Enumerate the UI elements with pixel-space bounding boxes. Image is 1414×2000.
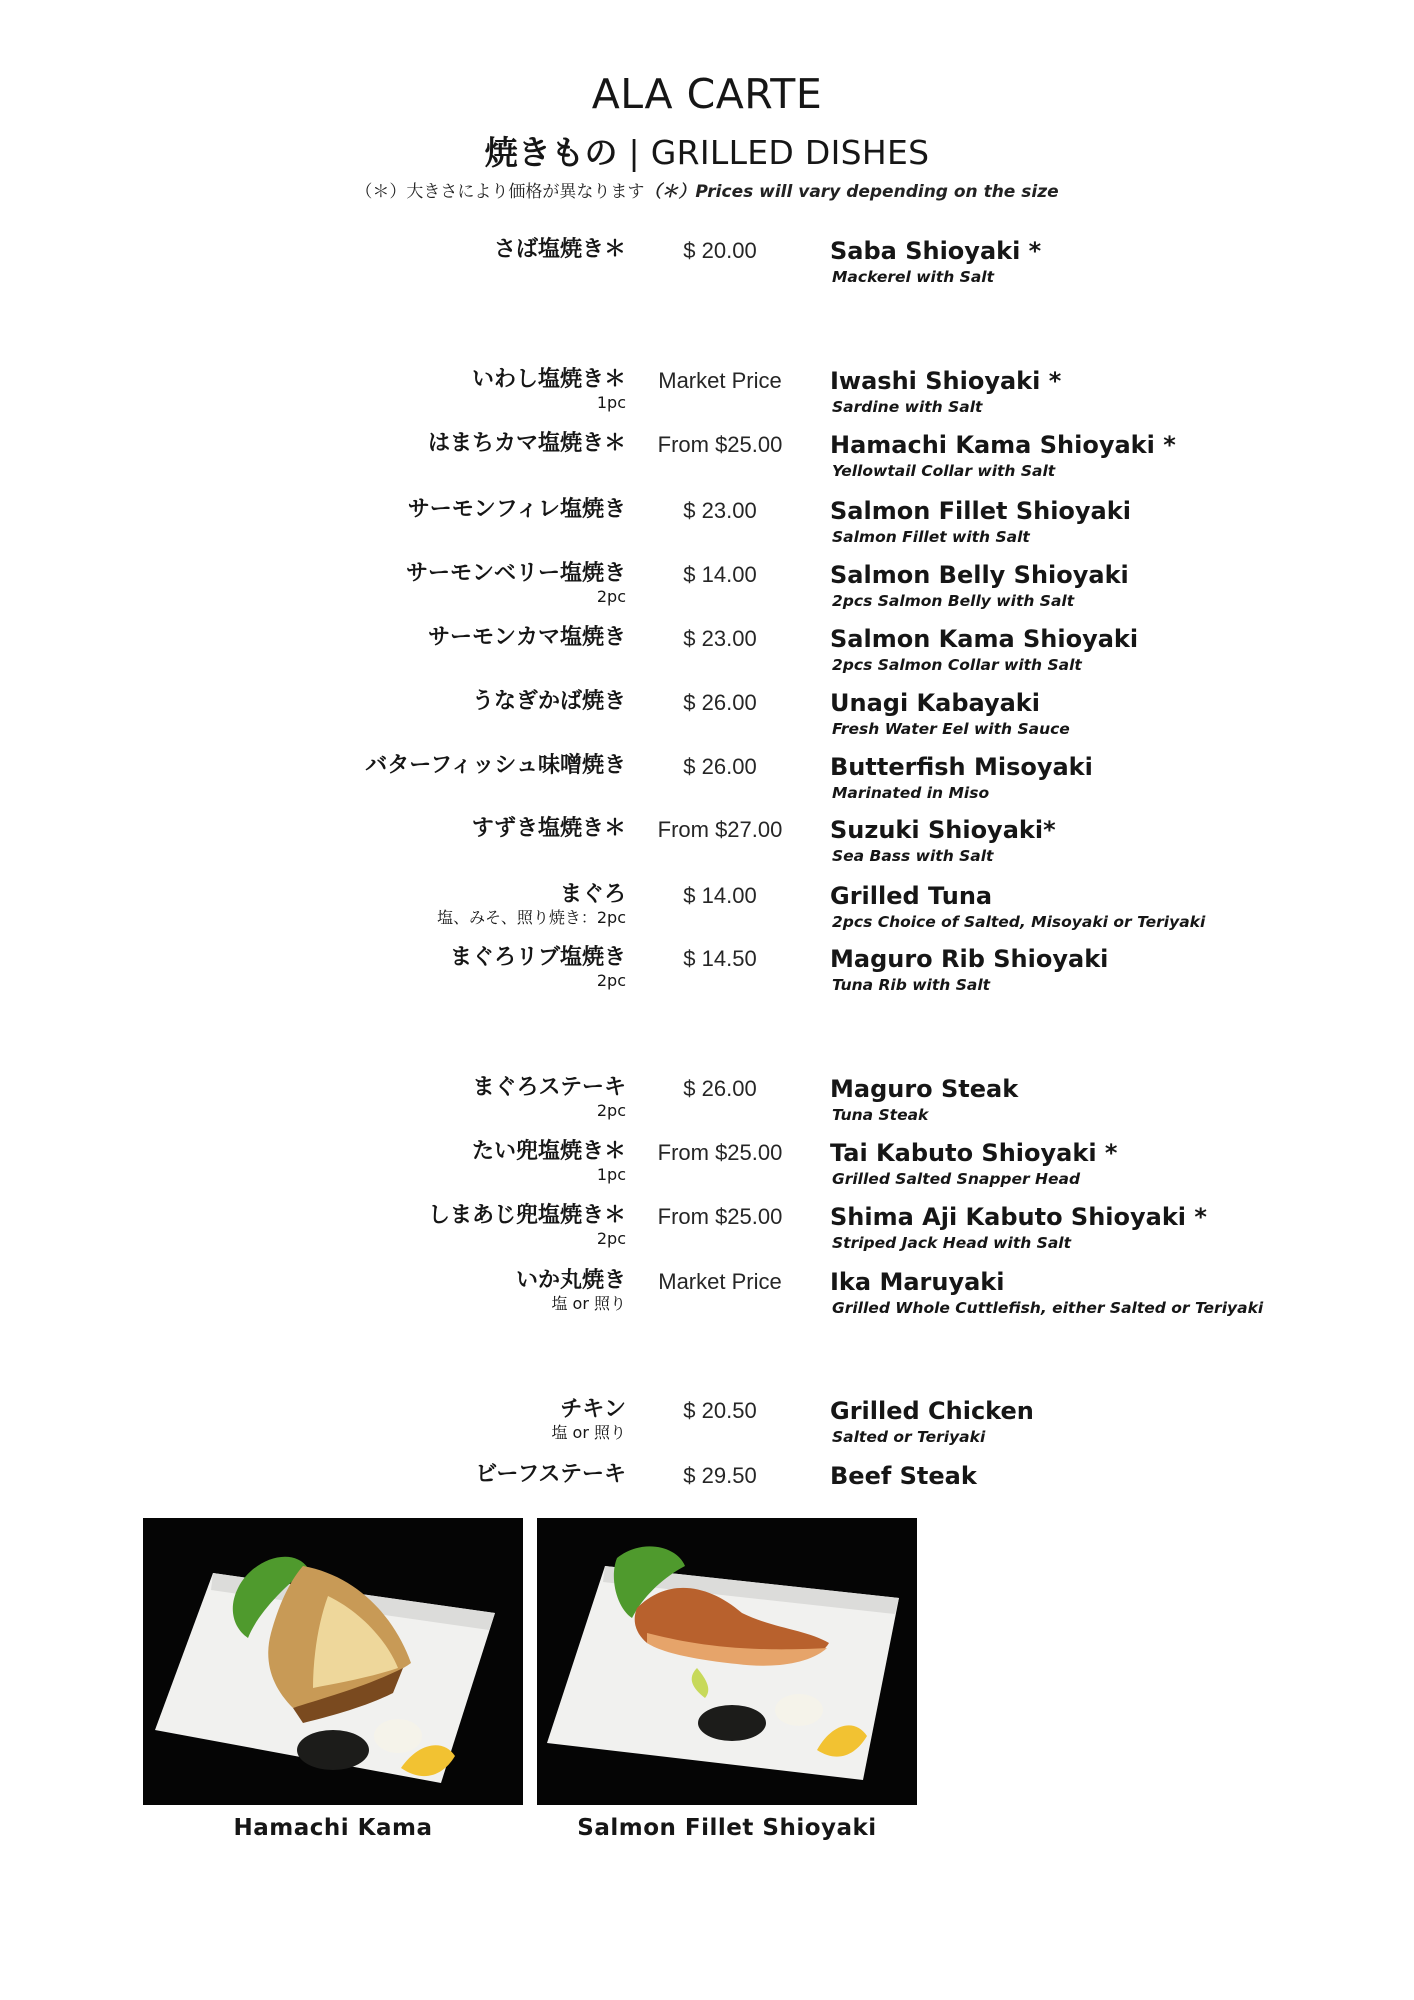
item-jp-note: 2pc	[596, 971, 626, 990]
menu-item	[0, 944, 1414, 1004]
item-en-name: Suzuki Shioyaki*	[830, 816, 1056, 844]
menu-item	[0, 624, 1414, 684]
item-price: $ 23.00	[683, 626, 757, 651]
item-en-name: Ika Maruyaki	[830, 1268, 1005, 1296]
item-jp-name: さば塩焼き＊	[493, 237, 626, 262]
item-jp-name: まぐろリブ塩焼き	[449, 945, 626, 970]
item-description: Marinated in Miso	[832, 784, 990, 802]
item-en-name: Maguro Steak	[830, 1075, 1019, 1103]
item-price: From $25.00	[657, 1140, 783, 1165]
item-description: Salmon Fillet with Salt	[832, 528, 1030, 546]
item-jp-name: まぐろステーキ	[472, 1075, 626, 1100]
menu-item	[0, 815, 1414, 875]
item-description: 2pcs Salmon Belly with Salt	[832, 592, 1075, 610]
menu-item	[0, 752, 1414, 812]
item-description: Tuna Rib with Salt	[832, 976, 991, 994]
item-jp-note: 1pc	[596, 393, 626, 412]
item-description: Sea Bass with Salt	[832, 847, 994, 865]
item-jp-name: すずき塩焼き＊	[471, 816, 626, 841]
section-title-jp: 焼きもの	[484, 133, 618, 172]
item-en-name: Salmon Kama Shioyaki	[830, 625, 1139, 653]
item-jp-note: 塩 or 照り	[551, 1294, 626, 1313]
item-en-name: Butterfish Misoyaki	[830, 753, 1093, 781]
item-price: Market Price	[658, 1269, 782, 1294]
item-description: Salted or Teriyaki	[832, 1428, 986, 1446]
item-en-name: Hamachi Kama Shioyaki *	[830, 431, 1176, 459]
item-price: $ 14.00	[683, 883, 757, 908]
item-en-name: Salmon Fillet Shioyaki	[830, 497, 1131, 525]
menu-item	[0, 236, 1414, 296]
item-description: Sardine with Salt	[832, 398, 983, 416]
item-jp-name: うなぎかば焼き	[471, 689, 626, 714]
section-title-separator: |	[617, 133, 651, 172]
item-description: 2pcs Choice of Salted, Misoyaki or Teriyaki	[832, 913, 1206, 931]
menu-item	[0, 881, 1414, 941]
item-price: $ 26.00	[683, 754, 757, 779]
item-description: Tuna Steak	[832, 1106, 929, 1124]
item-price: From $27.00	[657, 817, 783, 842]
menu-item	[0, 560, 1414, 620]
item-en-name: Tai Kabuto Shioyaki *	[830, 1139, 1118, 1167]
item-en-name: Grilled Chicken	[830, 1397, 1034, 1425]
menu-item	[0, 1074, 1414, 1134]
salmon-fillet-caption: Salmon Fillet Shioyaki	[577, 1815, 877, 1841]
item-en-name: Grilled Tuna	[830, 882, 993, 910]
hamachi-kama-caption: Hamachi Kama	[233, 1815, 433, 1841]
item-description: 2pcs Salmon Collar with Salt	[832, 656, 1082, 674]
item-jp-note: 塩、みそ、照り焼き：2pc	[437, 908, 626, 927]
item-jp-name: いわし塩焼き＊	[471, 367, 626, 392]
item-price: From $25.00	[657, 1204, 783, 1229]
item-en-name: Shima Aji Kabuto Shioyaki *	[830, 1203, 1207, 1231]
price-note	[0, 177, 1414, 202]
item-price: Market Price	[658, 368, 782, 393]
item-description: Mackerel with Salt	[832, 268, 995, 286]
item-jp-note: 塩 or 照り	[551, 1423, 626, 1442]
menu-item	[0, 1396, 1414, 1456]
item-price: $ 20.50	[683, 1398, 757, 1423]
item-jp-name: バターフィッシュ味噌焼き	[365, 753, 626, 778]
item-description: Grilled Whole Cuttlefish, either Salted or Teriyaki	[832, 1299, 1264, 1317]
item-jp-name: チキン	[560, 1397, 626, 1422]
hamachi-kama-photo	[143, 1518, 523, 1805]
item-price: $ 26.00	[683, 690, 757, 715]
item-jp-name: ビーフステーキ	[475, 1462, 626, 1487]
item-jp-note: 2pc	[596, 1101, 626, 1120]
item-description: Striped Jack Head with Salt	[832, 1234, 1072, 1252]
item-jp-name: はまちカマ塩焼き＊	[427, 431, 626, 456]
price-note-en: （＊）Prices will vary depending on the size	[644, 182, 1059, 202]
item-price: $ 20.00	[683, 238, 757, 263]
item-price: From $25.00	[657, 432, 783, 457]
item-jp-note: 1pc	[596, 1165, 626, 1184]
item-jp-name: いか丸焼き	[515, 1268, 626, 1293]
item-jp-name: しまあじ兜塩焼き＊	[427, 1203, 626, 1228]
menu-item	[0, 1202, 1414, 1262]
item-price: $ 26.00	[683, 1076, 757, 1101]
item-description: Grilled Salted Snapper Head	[832, 1170, 1081, 1188]
salmon-fillet-photo	[537, 1518, 917, 1805]
page-title: ALA CARTE	[591, 70, 823, 118]
item-price: $ 23.00	[683, 498, 757, 523]
item-en-name: Iwashi Shioyaki *	[830, 367, 1062, 395]
item-description: Yellowtail Collar with Salt	[832, 462, 1056, 480]
item-jp-name: サーモンフィレ塩焼き	[407, 497, 626, 522]
section-title-en: GRILLED DISHES	[650, 133, 930, 172]
menu-item	[0, 1267, 1414, 1327]
item-en-name: Unagi Kabayaki	[830, 689, 1040, 717]
item-en-name: Beef Steak	[830, 1462, 977, 1490]
item-jp-name: まぐろ	[559, 882, 626, 907]
item-en-name: Maguro Rib Shioyaki	[830, 945, 1109, 973]
item-description: Fresh Water Eel with Sauce	[832, 720, 1070, 738]
menu-item	[0, 430, 1414, 490]
menu-item	[0, 366, 1414, 426]
item-jp-note: 2pc	[596, 1229, 626, 1248]
item-price: $ 29.50	[683, 1463, 757, 1488]
price-note-jp: （＊）大きさにより価格が異なります	[355, 182, 645, 202]
item-price: $ 14.50	[683, 946, 757, 971]
menu-item	[0, 1461, 1414, 1521]
item-jp-note: 2pc	[596, 587, 626, 606]
item-en-name: Saba Shioyaki *	[830, 237, 1042, 265]
item-en-name: Salmon Belly Shioyaki	[830, 561, 1129, 589]
item-price: $ 14.00	[683, 562, 757, 587]
menu-item	[0, 688, 1414, 748]
section-title	[0, 127, 1414, 174]
menu-item	[0, 1138, 1414, 1198]
item-jp-name: サーモンベリー塩焼き	[405, 561, 626, 586]
menu-item	[0, 496, 1414, 556]
item-jp-name: サーモンカマ塩焼き	[427, 625, 626, 650]
item-jp-name: たい兜塩焼き＊	[471, 1139, 626, 1164]
